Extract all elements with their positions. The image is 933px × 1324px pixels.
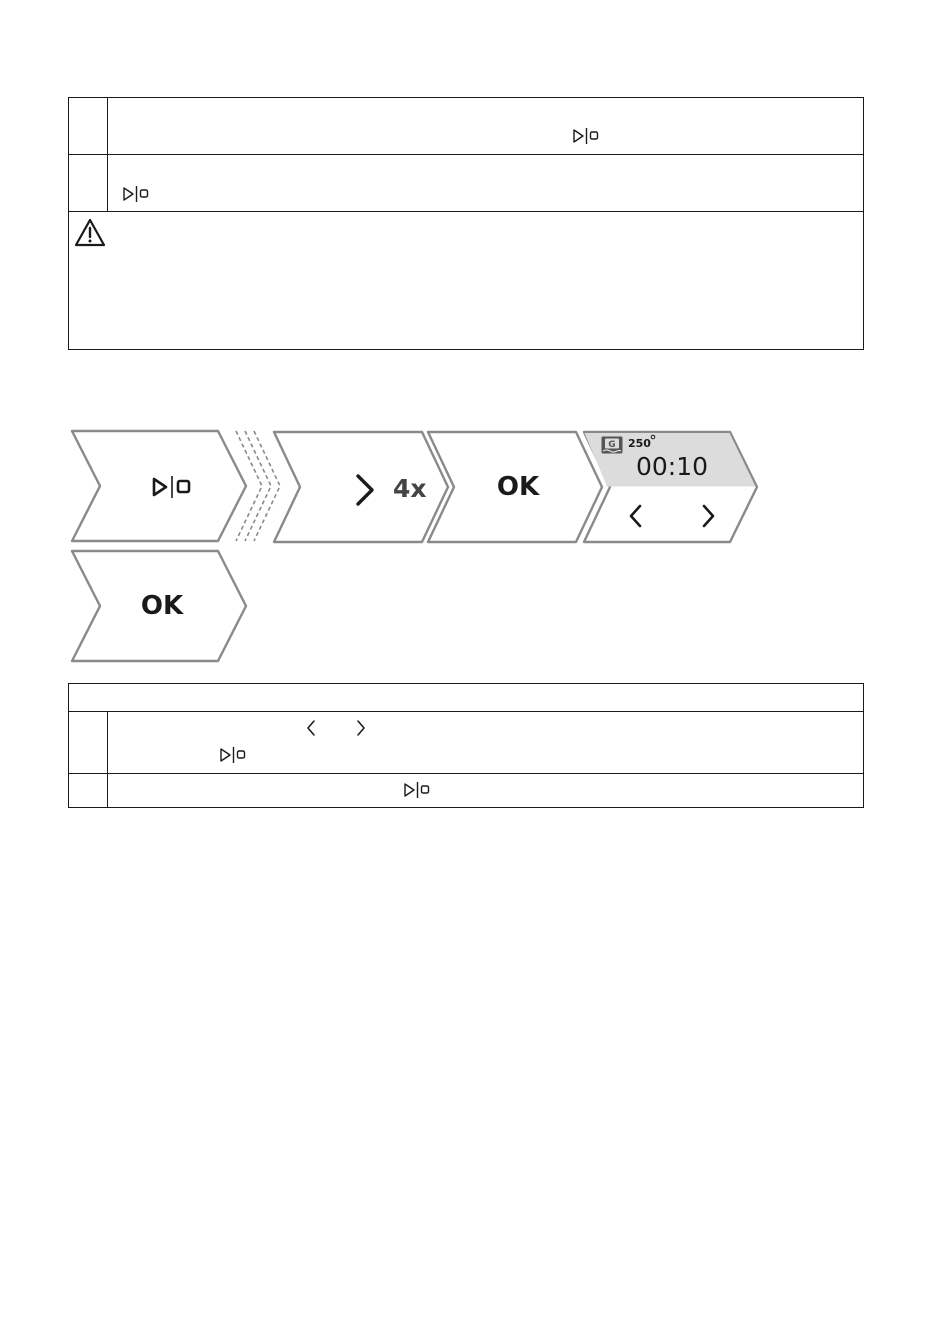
arrow-right-icon[interactable] bbox=[354, 474, 376, 506]
degree-mark-icon bbox=[650, 434, 656, 440]
svg-text:G: G bbox=[608, 440, 616, 450]
temperature-value: 250 bbox=[628, 437, 651, 450]
bottom-table-row-divider bbox=[68, 711, 864, 712]
ok-button-label[interactable]: OK bbox=[140, 591, 184, 621]
program-g-icon bbox=[601, 436, 623, 454]
arrow-right-icon[interactable] bbox=[700, 504, 716, 528]
ok-button-label[interactable]: OK bbox=[496, 472, 540, 502]
start-stop-icon bbox=[220, 747, 248, 763]
arrow-right-icon bbox=[355, 719, 367, 737]
start-stop-icon[interactable] bbox=[152, 476, 194, 498]
arrow-left-icon[interactable] bbox=[628, 504, 644, 528]
arrow-left-icon bbox=[305, 719, 317, 737]
repeat-count: 4x bbox=[393, 474, 427, 503]
bottom-instruction-table bbox=[68, 683, 864, 808]
timer-value: 00:10 bbox=[636, 452, 709, 481]
start-stop-icon bbox=[404, 782, 432, 798]
bottom-table-row-divider bbox=[68, 773, 864, 774]
bottom-table-column-divider bbox=[107, 711, 108, 808]
